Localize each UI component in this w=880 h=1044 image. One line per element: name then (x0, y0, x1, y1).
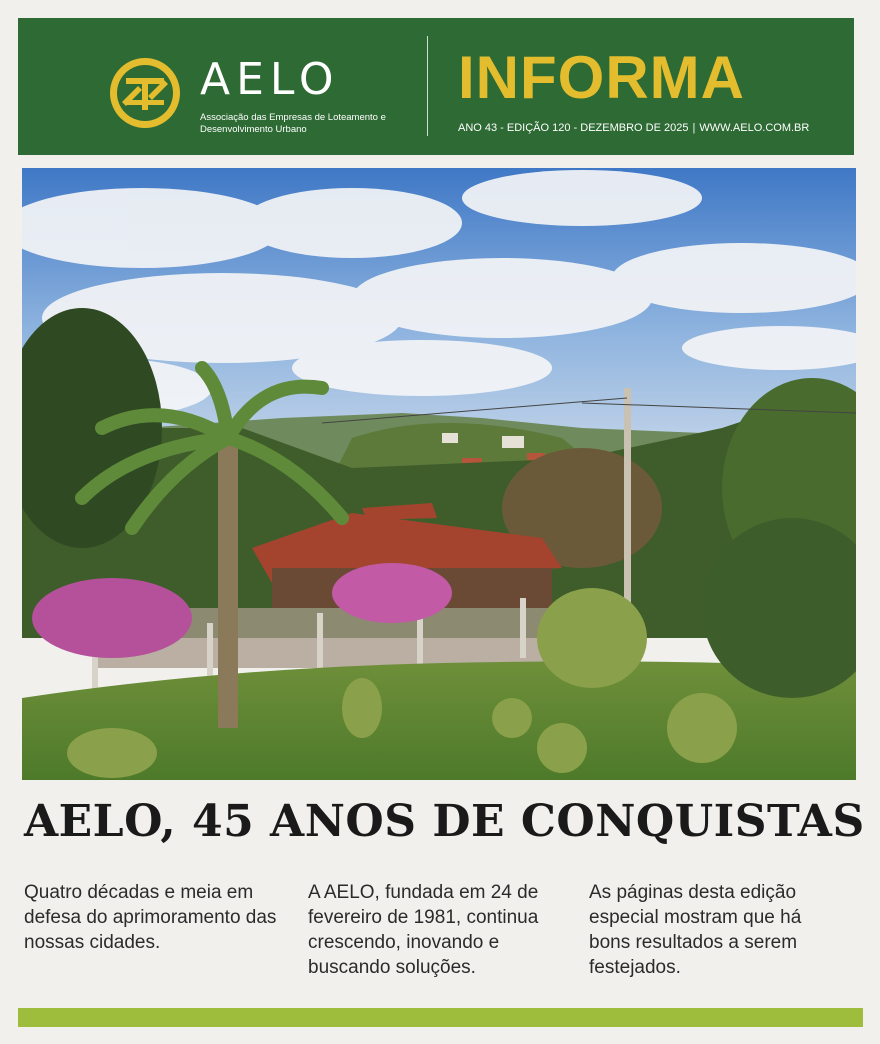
landscape-photo (22, 168, 856, 780)
brand-tagline: Associação das Empresas de Loteamento e Desenvolvimento Urbano (200, 112, 386, 135)
masthead-divider (427, 36, 428, 136)
aelo-logo-icon (108, 56, 182, 130)
publication-title: INFORMA (458, 44, 745, 111)
cover-photo (22, 168, 856, 780)
edition-info: ANO 43 - EDIÇÃO 120 - DEZEMBRO DE 2025 (458, 122, 689, 134)
brand-name: AELO (200, 54, 340, 105)
edition-separator: | (692, 122, 696, 134)
footer-accent-bar (18, 1008, 863, 1027)
intro-column-2: A AELO, fundada em 24 de fevereiro de 1981, continua crescendo, inovando e buscando soluções. (308, 882, 539, 978)
masthead (18, 18, 854, 155)
edition-line (458, 122, 809, 134)
website-link[interactable]: WWW.AELO.COM.BR (699, 122, 810, 134)
intro-column-3: As páginas desta edição especial mostram que há bons resultados a serem festejados. (589, 882, 802, 978)
intro-column-1: Quatro décadas e meia em defesa do aprimoramento das nossas cidades. (24, 882, 277, 953)
headline: AELO, 45 ANOS DE CONQUISTAS (24, 796, 865, 847)
